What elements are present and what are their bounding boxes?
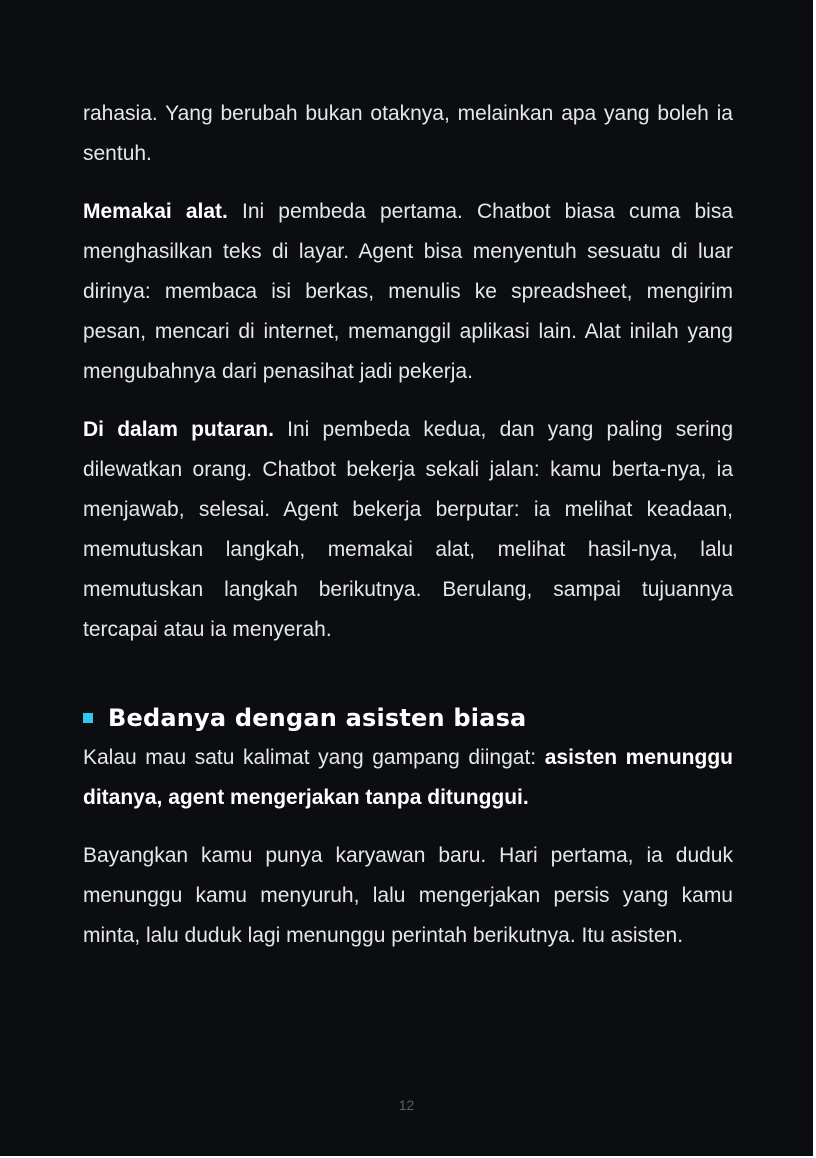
square-bullet-icon (83, 713, 93, 723)
paragraph-memakai-alat (83, 192, 733, 392)
paragraph-bayangkan (83, 836, 733, 956)
paragraph-di-dalam-putaran (83, 410, 733, 650)
page-content (83, 94, 733, 956)
paragraph-lead: Memakai alat. (83, 200, 228, 223)
paragraph-kalimat (83, 738, 733, 818)
paragraph-text: Bayangkan kamu punya karyawan baru. Hari pertama, ia duduk menunggu kamu menyuruh, lalu mengerjakan persis yang kamu minta, lalu duduk lagi menunggu perintah berikutnya. Itu asisten. (83, 844, 733, 947)
paragraph-text: Ini pembeda kedua, dan yang paling sering dilewatkan orang. Chatbot bekerja sekali jalan: kamu berta-nya, ia menjawab, selesai. Agent bekerja berputar: ia melihat keadaan, memutuskan langkah, memakai alat, melihat hasil-nya, lalu memutuskan langkah berikutnya. Berulang, sampai tujuannya tercapai atau ia menyerah. (83, 418, 734, 641)
paragraph-emphasis: asisten menunggu ditanya, agent mengerjakan tanpa ditunggui. (83, 746, 733, 809)
paragraph-text: Kalau mau satu kalimat yang gampang diingat: (83, 746, 545, 769)
paragraph-lead: Di dalam putaran. (83, 418, 274, 441)
section-heading-text: Bedanya dengan asisten biasa (108, 704, 527, 732)
paragraph-rahasia (83, 94, 733, 174)
section-heading (83, 698, 733, 738)
page-number: 12 (398, 1097, 415, 1113)
paragraph-text: rahasia. Yang berubah bukan otaknya, melainkan apa yang boleh ia sentuh. (83, 102, 733, 165)
paragraph-text: Ini pembeda pertama. Chatbot biasa cuma bisa menghasilkan teks di layar. Agent bisa menyentuh sesuatu di luar dirinya: membaca isi berkas, menulis ke spreadsheet, mengirim pesan, mencari di internet, memanggil aplikasi lain. Alat inilah yang mengubahnya dari penasihat jadi pekerja. (83, 200, 734, 383)
